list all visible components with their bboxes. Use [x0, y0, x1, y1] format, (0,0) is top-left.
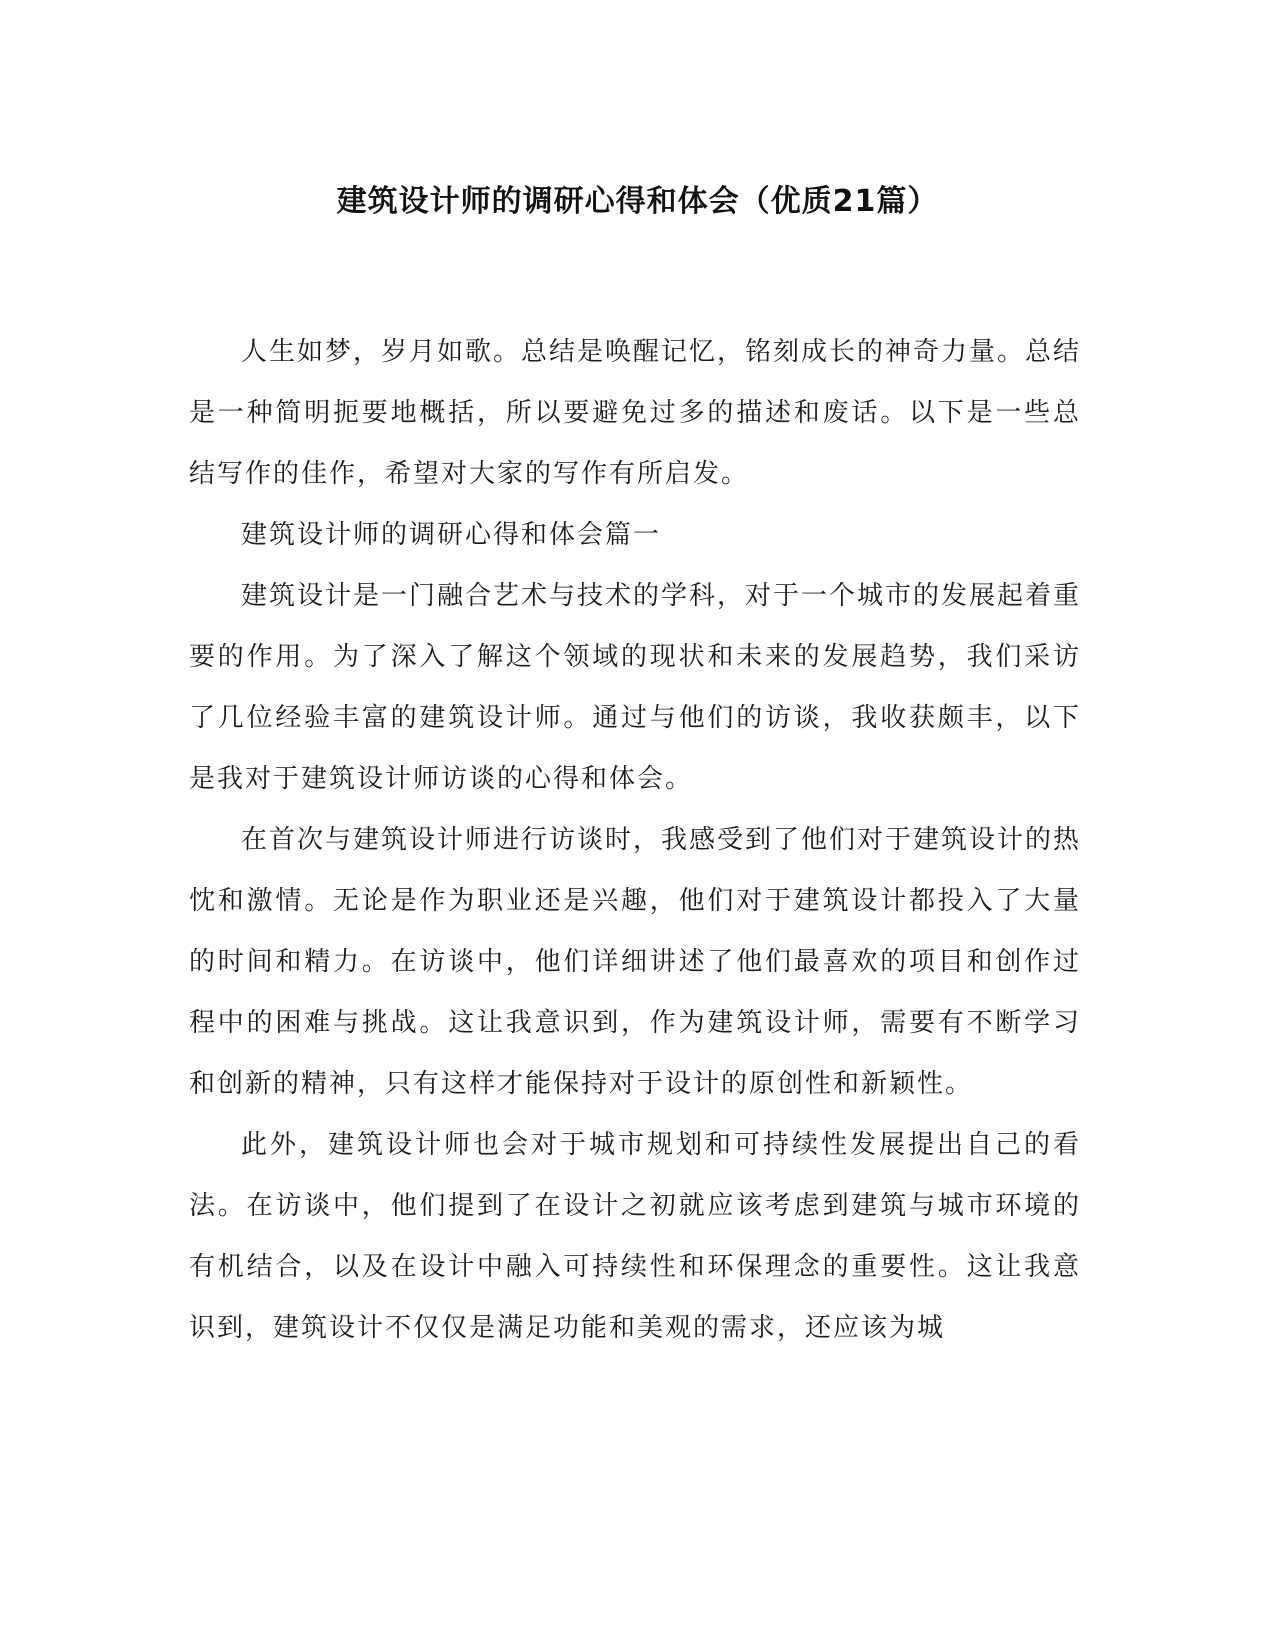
paragraph: 此外，建筑设计师也会对于城市规划和可持续性发展提出自己的看法。在访谈中，他们提到了在设计之初就应该考虑到建筑与城市环境的有机结合，以及在设计中融入可持续性和环保理念的重要性。这让我意识到，建筑设计不仅仅是满足功能和美观的需求，还应该为城 — [189, 1130, 1081, 1343]
document-title: 建筑设计师的调研心得和体会（优质21篇） — [336, 184, 939, 219]
paragraph: 建筑设计是一门融合艺术与技术的学科，对于一个城市的发展起着重要的作用。为了深入了解这个领域的现状和未来的发展趋势，我们采访了几位经验丰富的建筑设计师。通过与他们的访谈，我收获颇丰，以下是我对于建筑设计师访谈的心得和体会。 — [189, 581, 1082, 794]
document-body — [189, 322, 1081, 1359]
paragraph-intro: 人生如梦，岁月如歌。总结是唤醒记忆，铭刻成长的神奇力量。总结是一种简明扼要地概括，所以要避免过多的描述和废话。以下是一些总结写作的佳作，希望对大家的写作有所启发。 — [189, 337, 1082, 489]
paragraph: 在首次与建筑设计师进行访谈时，我感受到了他们对于建筑设计的热忱和激情。无论是作为职业还是兴趣，他们对于建筑设计都投入了大量的时间和精力。在访谈中，他们详细讲述了他们最喜欢的项目和创作过程中的困难与挑战。这让我意识到，作为建筑设计师，需要有不断学习和创新的精神，只有这样才能保持对于设计的原创性和新颖性。 — [189, 825, 1082, 1099]
section-heading: 建筑设计师的调研心得和体会篇一 — [241, 520, 662, 550]
